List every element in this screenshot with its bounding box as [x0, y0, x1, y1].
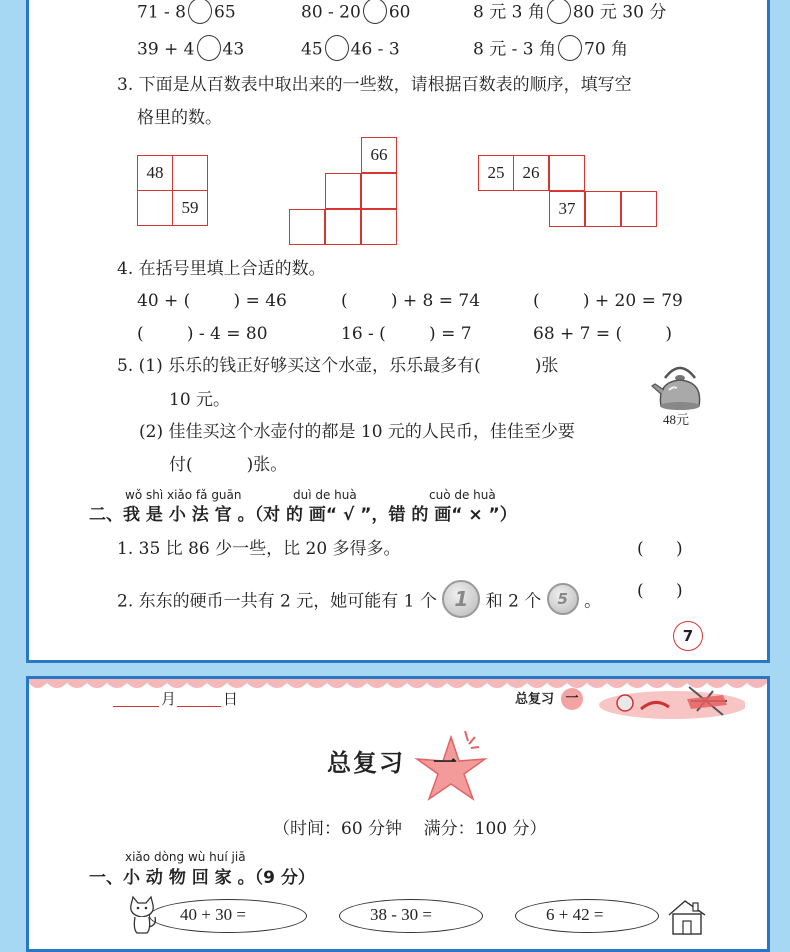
fill-blank[interactable]: ( ) - 4 = 80 [137, 324, 268, 344]
fill-blank[interactable]: ( ) + 20 = 79 [533, 291, 683, 311]
time-info: （时间：60 分钟 满分：100 分） [273, 819, 547, 839]
question-3-line2: 格里的数。 [137, 108, 222, 128]
fill-blank[interactable]: 16 - ( ) = 7 [341, 324, 472, 344]
answer-paren[interactable]: ( ) [637, 539, 683, 559]
fill-blank[interactable]: 68 + 7 = ( ) [533, 324, 673, 344]
compare-circle[interactable] [197, 35, 221, 61]
grid-cell-blank[interactable] [361, 209, 397, 245]
compare-b1: 80 - 20 60 [301, 0, 410, 26]
page-title: 总复习 [327, 749, 405, 777]
day-label: 日 [223, 690, 239, 708]
equation-oval[interactable]: 6 + 42 = [515, 899, 659, 933]
question-5-part2-cont: 付( )张。 [169, 455, 288, 475]
answer-paren[interactable]: ( ) [637, 581, 683, 601]
month-label: 月 [161, 690, 177, 708]
grid-cell: 37 [549, 191, 585, 227]
worksheet-page-7 [26, 0, 770, 663]
compare-a1: 71 - 8 65 [137, 0, 236, 26]
grid-cell: 48 [137, 155, 173, 191]
judge-item-2: 2. 东东的硬币一共有 2 元，她可能有 1 个 1 和 2 个 5 。 [117, 583, 601, 621]
compare-circle[interactable] [188, 0, 212, 24]
compare-a2: 39 + 4 43 [137, 37, 244, 63]
page-number: 7 [673, 621, 703, 651]
grid-cell-blank[interactable] [585, 191, 621, 227]
question-5-part2: (2) 佳佳买这个水壶付的都是 10 元的人民币，佳佳至少要 [139, 422, 575, 442]
section-2-title: 二、我 是 小 法 官 。（对 的 画“ √ ”，错 的 画“ × ”） [89, 505, 517, 525]
compare-c2: 8 元 - 3 角 70 角 [473, 37, 628, 63]
question-5-part1-cont: 10 元。 [169, 390, 231, 410]
grid-cell-blank[interactable] [137, 190, 173, 226]
pinyin: duì de huà [293, 488, 357, 502]
page-title-number: 一 [433, 749, 457, 777]
grid-cell-blank[interactable] [325, 209, 361, 245]
review-badge-number: 一 [561, 688, 583, 710]
compare-circle[interactable] [325, 35, 349, 61]
compare-b2: 45 46 - 3 [301, 37, 400, 63]
kettle-icon [651, 356, 709, 412]
question-5-part1: 5. (1) 乐乐的钱正好够买这个水壶，乐乐最多有( )张 [117, 356, 559, 376]
pinyin: wǒ shì xiǎo fǎ guān [125, 488, 242, 502]
grid-cell-blank[interactable] [289, 209, 325, 245]
month-blank[interactable] [113, 706, 159, 707]
grid-cell-blank[interactable] [361, 173, 397, 209]
house-icon [665, 897, 709, 937]
equation-oval[interactable]: 40 + 30 = [149, 899, 307, 933]
question-3-line1: 3. 下面是从百数表中取出来的一些数，请根据百数表的顺序，填写空 [117, 75, 632, 95]
worksheet-review-1 [26, 676, 770, 952]
grid-cell: 26 [513, 155, 549, 191]
grid-cell: 59 [172, 190, 208, 226]
day-blank[interactable] [177, 706, 221, 707]
pinyin: cuò de huà [429, 488, 496, 502]
five-jiao-coin-icon: 5 [547, 583, 579, 615]
grid-cell-blank[interactable] [621, 191, 657, 227]
grid-cell-blank[interactable] [549, 155, 585, 191]
compare-circle[interactable] [558, 35, 582, 61]
judge-item-1: 1. 35 比 86 少一些，比 20 多得多。 [117, 539, 401, 559]
fill-blank[interactable]: ( ) + 8 = 74 [341, 291, 481, 311]
grid-cell-blank[interactable] [325, 173, 361, 209]
question-4-title: 4. 在括号里填上合适的数。 [117, 259, 326, 279]
grid-cell: 25 [478, 155, 514, 191]
compare-circle[interactable] [547, 0, 571, 24]
review-badge-label: 总复习 [515, 692, 555, 707]
compare-circle[interactable] [363, 0, 387, 24]
grid-cell-blank[interactable] [172, 155, 208, 191]
pinyin: xiǎo dòng wù huí jiā [125, 850, 246, 864]
compare-c1: 8 元 3 角 80 元 30 分 [473, 0, 666, 26]
one-yuan-coin-icon: 1 [442, 580, 480, 618]
section-1-title: 一、小 动 物 回 家 。（9 分） [89, 868, 315, 888]
grid-cell: 66 [361, 137, 397, 173]
beach-chair-icon [595, 681, 745, 723]
equation-oval[interactable]: 38 - 30 = [339, 899, 483, 933]
kettle-price: 48元 [663, 412, 690, 427]
fill-blank[interactable]: 40 + ( ) = 46 [137, 291, 287, 311]
